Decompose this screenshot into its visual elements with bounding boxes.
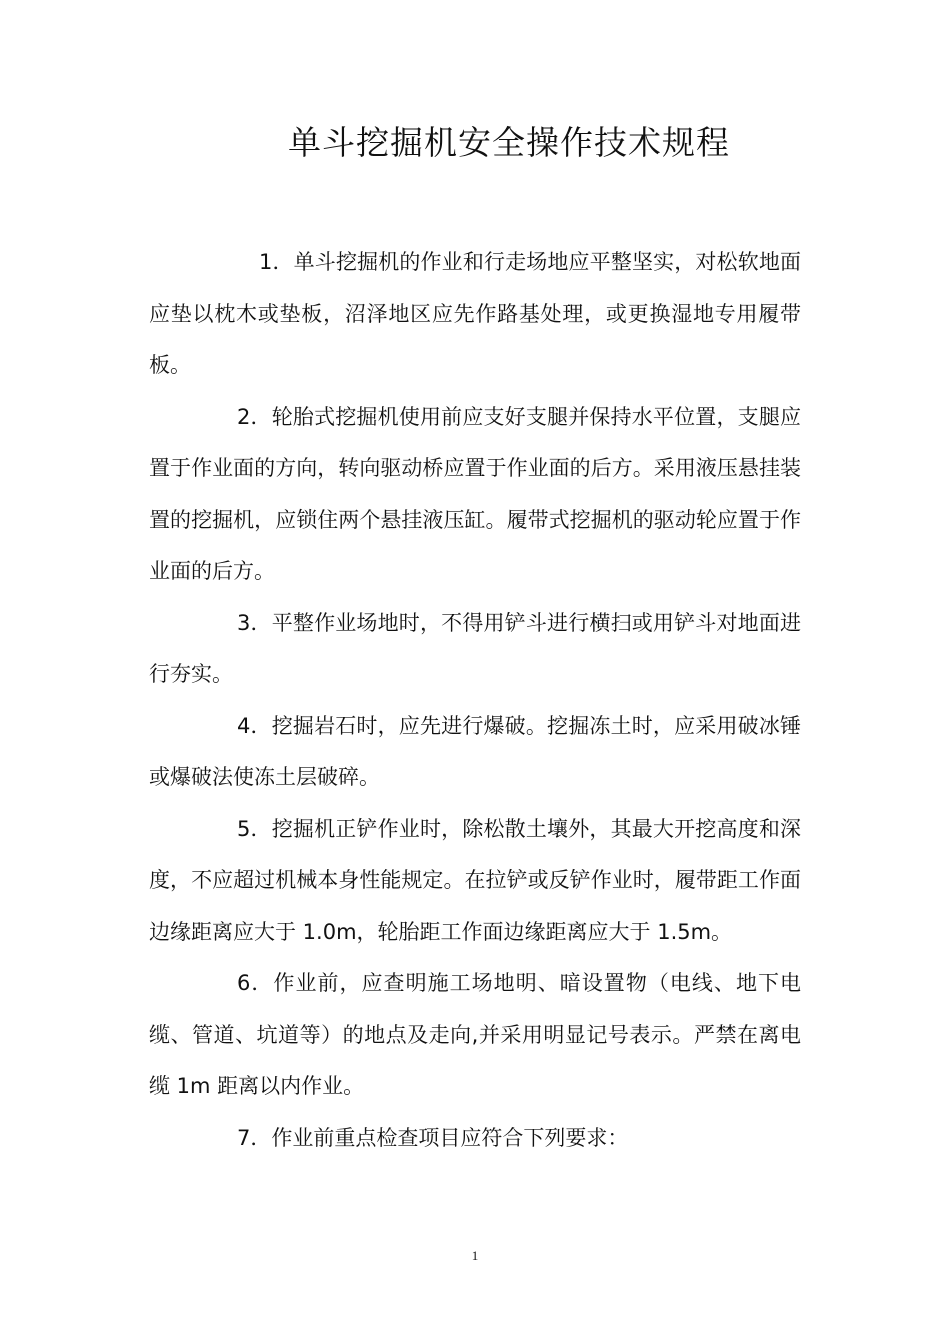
paragraph-6: 6．作业前，应查明施工场地明、暗设置物（电线、地下电缆、管道、坑道等）的地点及走向,并采用明显记号表示。严禁在离电缆 1m 距离以内作业。 bbox=[149, 971, 801, 1098]
page-number: 1 bbox=[471, 1248, 479, 1263]
paragraph-4: 4．挖掘岩石时，应先进行爆破。挖掘冻土时，应采用破冰锤或爆破法使冻土层破碎。 bbox=[149, 713, 801, 789]
paragraph-7: 7．作业前重点检查项目应符合下列要求： bbox=[237, 1125, 629, 1150]
document-body bbox=[149, 237, 801, 1164]
paragraph-5: 5．挖掘机正铲作业时，除松散土壤外，其最大开挖高度和深度，不应超过机械本身性能规定。在拉铲或反铲作业时，履带距工作面边缘距离应大于 1.0m，轮胎距工作面边缘距离应大于 1.5m。 bbox=[149, 816, 801, 944]
document-title: 单斗挖掘机安全操作技术规程 bbox=[288, 123, 730, 162]
paragraph-1: 1．单斗挖掘机的作业和行走场地应平整坚实，对松软地面应垫以枕木或垫板，沼泽地区应先作路基处理，或更换湿地专用履带板。 bbox=[149, 250, 801, 377]
paragraph-3: 3．平整作业场地时，不得用铲斗进行横扫或用铲斗对地面进行夯实。 bbox=[149, 610, 801, 686]
paragraph-2: 2．轮胎式挖掘机使用前应支好支腿并保持水平位置，支腿应置于作业面的方向，转向驱动桥应置于作业面的后方。采用液压悬挂装置的挖掘机，应锁住两个悬挂液压缸。履带式挖掘机的驱动轮应置于作业面的后方。 bbox=[149, 404, 801, 583]
